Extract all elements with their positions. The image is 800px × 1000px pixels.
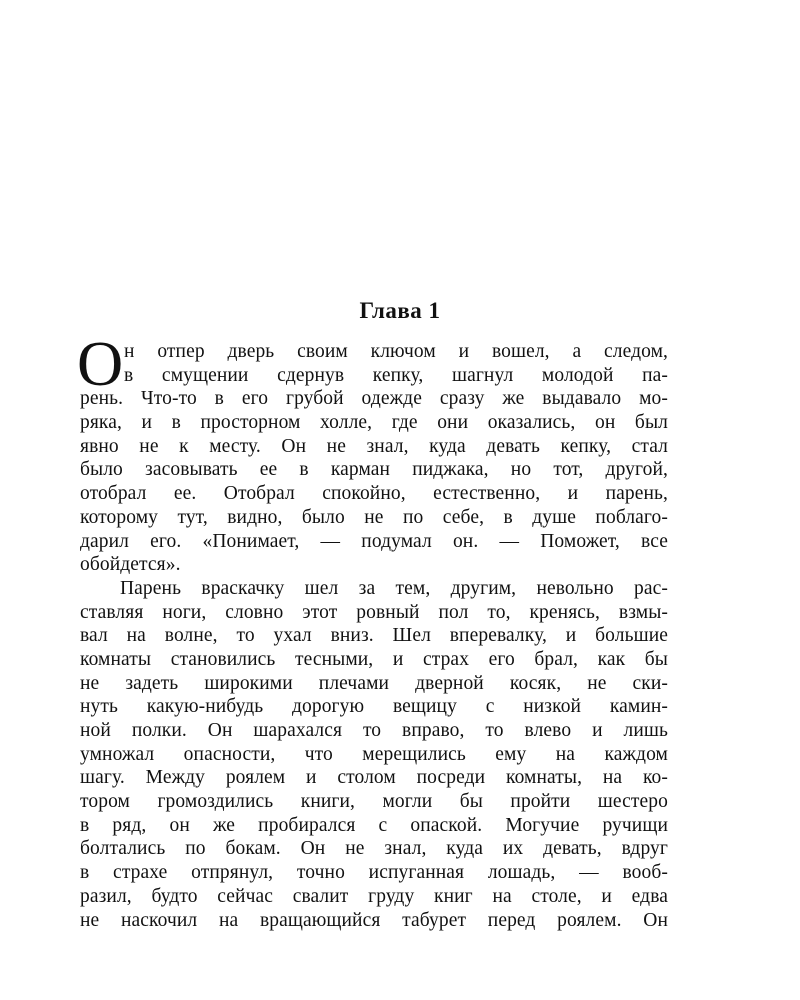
text-line: в ряд, он же пробирался с опаской. Могучие ручищи xyxy=(80,814,668,836)
chapter-title: Глава 1 xyxy=(359,298,441,323)
text-line: умножал опасности, что мерещились ему на каждом xyxy=(80,743,668,765)
text-line: вал на волне, то ухал вниз. Шел вперевалку, и большие xyxy=(80,625,668,647)
text-line: шагу. Между роялем и столом посреди комнаты, на ко- xyxy=(80,767,668,789)
chapter-body xyxy=(77,328,668,932)
text-line: в смущении сдернув кепку, шагнул молодой па- xyxy=(124,364,668,386)
text-line: ной полки. Он шарахался то вправо, то влево и лишь xyxy=(80,720,668,741)
text-line: было засовывать ее в карман пиджака, но тот, другой, xyxy=(80,459,668,481)
text-line: ставляя ноги, словно этот ровный пол то, кренясь, взмы- xyxy=(80,601,668,623)
paragraph-2 xyxy=(80,577,668,932)
text-line: явно не к месту. Он не знал, куда девать кепку, стал xyxy=(80,435,668,457)
text-line: отобрал ее. Отобрал спокойно, естественно, и парень, xyxy=(80,483,668,505)
text-line: рень. Что-то в его грубой одежде сразу же выдавало мо- xyxy=(80,388,668,410)
text-line: Парень враскачку шел за тем, другим, невольно рас- xyxy=(120,577,668,599)
text-line: дарил его. «Понимает, — подумал он. — Поможет, все xyxy=(80,530,668,552)
text-line: разил, будто сейчас свалит груду книг на столе, и едва xyxy=(80,885,668,907)
text-line: не наскочил на вращающийся табурет перед роялем. Он xyxy=(80,909,668,931)
text-line: не задеть широкими плечами дверной косяк, не ски- xyxy=(80,672,668,694)
text-line: которому тут, видно, было не по себе, в душе поблаго- xyxy=(80,506,668,528)
paragraph-1 xyxy=(77,328,668,577)
text-line: н отпер дверь своим ключом и вошел, а следом, xyxy=(124,341,668,362)
drop-cap-letter: О xyxy=(77,328,124,399)
text-line: ряка, и в просторном холле, где они оказались, он был xyxy=(80,412,668,434)
text-line: в страхе отпрянул, точно испуганная лошадь, — вооб- xyxy=(80,862,668,884)
text-line: болтались по бокам. Он не знал, куда их девать, вдруг xyxy=(80,838,668,860)
text-line: тором громоздились книги, могли бы пройти шестеро xyxy=(80,791,668,813)
text-line: комнаты становились тесными, и страх его брал, как бы xyxy=(80,648,668,670)
text-line: нуть какую-нибудь дорогую вещицу с низкой камин- xyxy=(80,696,668,718)
text-line: обойдется». xyxy=(80,554,181,576)
